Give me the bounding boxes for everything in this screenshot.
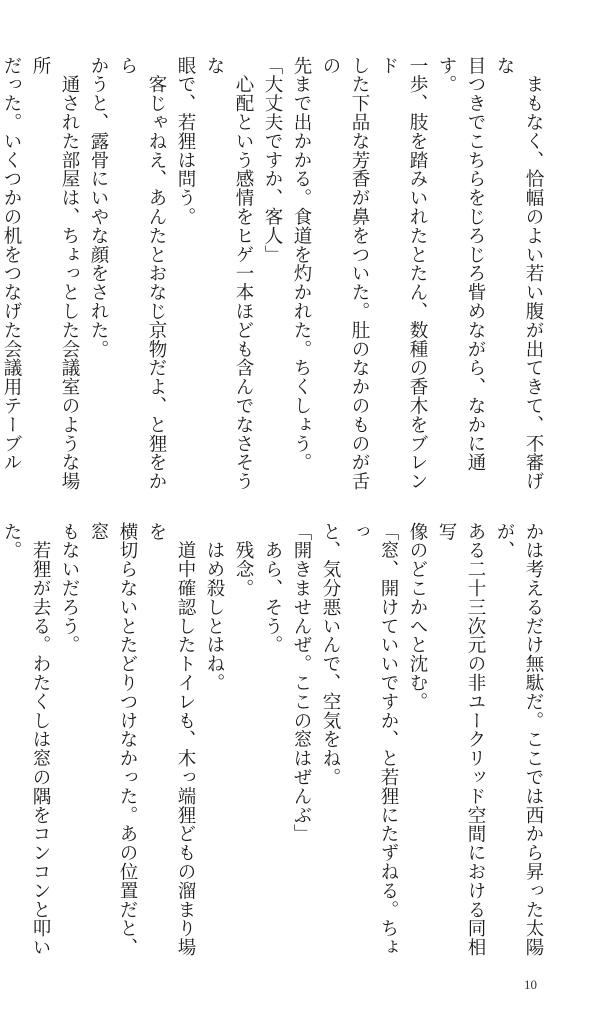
text-line: かは考えるだけ無駄だ。ここでは西から昇った太陽が、: [494, 522, 544, 957]
text-line: ある二十三次元の非ユークリッド空間における同相写: [436, 522, 486, 957]
text-line: まもなく、恰幅のよい若い腹が出てきて、不審げな: [494, 56, 544, 491]
text-line: だった。いくつかの机をつなげた会議用テーブル: [1, 56, 22, 472]
text-line: 「窓、開けていいですか、と若狸にたずねる。ちょっ: [349, 522, 399, 957]
text-line: した下品な芳香が鼻をついた。肚のなかのものが舌の: [320, 56, 370, 491]
text-line: 眼で、若狸は問う。: [175, 56, 196, 227]
text-block-top: [1, 56, 548, 496]
text-line: 心配という感情をヒゲ一本ほども含んでなさそうな: [204, 56, 254, 491]
text-line: 通された部屋は、ちょっとした会議室のような場所: [30, 56, 80, 491]
text-line: あら、そう。: [262, 522, 283, 655]
text-line: 客じゃねえ、あんたとおなじ京物だよ、と狸をから: [117, 56, 167, 491]
text-line: 道中確認したトイレも、木っ端狸どもの溜まり場を: [146, 522, 196, 957]
text-line: もないだろう。: [59, 522, 80, 655]
text-line: 目つきでこちらをじろじろ眥めながら、なかに通す。: [436, 56, 486, 472]
text-line: 「開きませんぜ。ここの窓はぜんぶ」: [291, 522, 312, 844]
page-number: 10: [524, 977, 537, 992]
text-block-bottom: [1, 522, 548, 962]
text-line: はめ殺しとはね。: [204, 522, 225, 693]
text-line: 横切らないとたどりつけなかった。あの位置だと、窓: [88, 522, 138, 957]
text-line: と、気分悪いんで、空気をね。: [320, 522, 341, 787]
text-line: 像のどこかへと沈む。: [407, 522, 428, 711]
text-line: 先まで出かかる。食道を灼かれた。ちくしょう。: [291, 56, 312, 472]
text-line: 若狸が去る。わたくしは窓の隅をコンコンと叩いた。: [1, 522, 51, 957]
text-line: 一歩、肢を踏みいれたとたん、数種の香木をブレンド: [378, 56, 428, 491]
text-line: かうと、露骨にいやな顔をされた。: [88, 56, 109, 359]
text-line: 「大丈夫ですか、客人」: [262, 56, 283, 264]
text-line: 残念。: [233, 522, 254, 598]
